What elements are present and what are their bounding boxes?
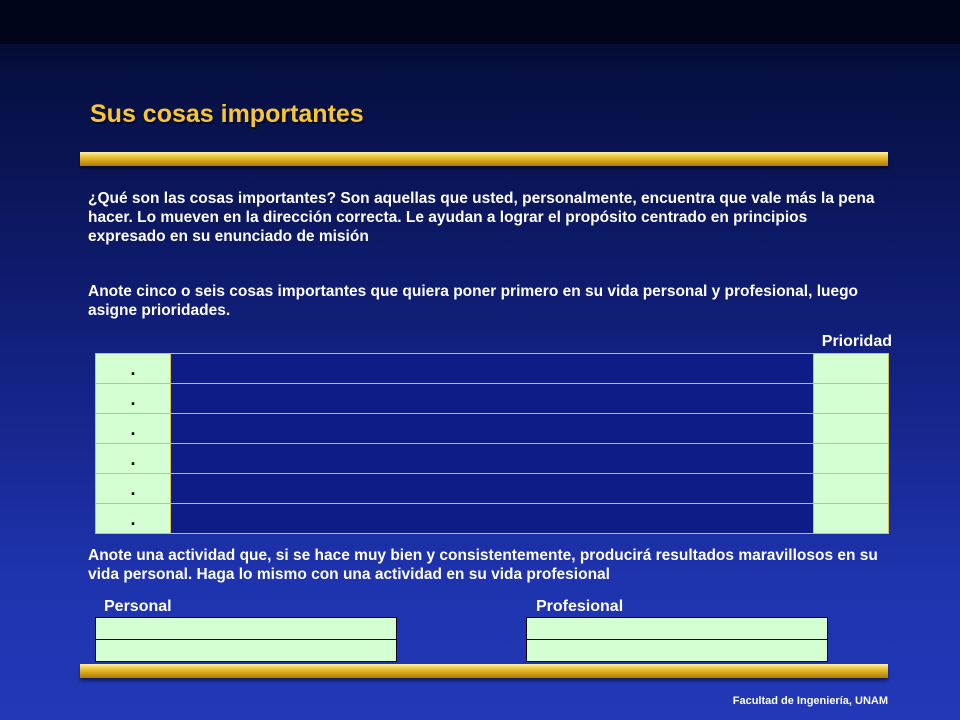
item-cell[interactable]	[171, 504, 814, 534]
footer-credit: Facultad de Ingeniería, UNAM	[732, 695, 888, 707]
intro-paragraph: ¿Qué son las cosas importantes? Son aquellas que usted, personalmente, encuentra que vale más la pena hacer. Lo mueven en la dirección correcta. Le ayudan a lograr el propósito centrado en principios expresado en su enunciado de misión	[88, 190, 875, 245]
priority-cell[interactable]	[814, 414, 889, 444]
priority-cell[interactable]	[814, 384, 889, 414]
item-cell[interactable]	[171, 354, 814, 384]
row-marker: .	[96, 444, 171, 474]
priority-table	[95, 353, 889, 534]
priority-row	[96, 474, 889, 504]
row-marker: .	[96, 384, 171, 414]
row-marker: .	[96, 414, 171, 444]
priority-cell[interactable]	[814, 444, 889, 474]
personal-activity-table	[95, 617, 397, 662]
row-marker: .	[96, 474, 171, 504]
personal-label: Personal	[104, 598, 172, 615]
priority-row	[96, 444, 889, 474]
priority-cell[interactable]	[814, 504, 889, 534]
professional-activity-table	[526, 617, 828, 662]
personal-activity-cell[interactable]	[96, 640, 397, 662]
personal-activity-cell[interactable]	[96, 618, 397, 640]
priority-row	[96, 504, 889, 534]
priority-cell[interactable]	[814, 474, 889, 504]
instruction-paragraph: Anote cinco o seis cosas importantes que quiera poner primero en su vida personal y profesional, luego asigne prioridades.	[88, 283, 859, 319]
top-accent-bar	[80, 152, 888, 166]
priority-row	[96, 354, 889, 384]
row-marker: .	[96, 354, 171, 384]
row-marker: .	[96, 504, 171, 534]
activity-paragraph: Anote una actividad que, si se hace muy bien y consistentemente, producirá resultados maravillosos en su vida personal. Haga lo mismo con una actividad en su vida profesional	[88, 547, 878, 583]
item-cell[interactable]	[171, 414, 814, 444]
item-cell[interactable]	[171, 444, 814, 474]
item-cell[interactable]	[171, 384, 814, 414]
slide-title: Sus cosas importantes	[90, 100, 364, 128]
professional-label: Profesional	[536, 598, 624, 615]
bottom-accent-bar	[80, 664, 888, 678]
professional-activity-cell[interactable]	[527, 640, 828, 662]
professional-activity-cell[interactable]	[527, 618, 828, 640]
priority-cell[interactable]	[814, 354, 889, 384]
item-cell[interactable]	[171, 474, 814, 504]
priority-row	[96, 414, 889, 444]
priority-row	[96, 384, 889, 414]
priority-header: Prioridad	[821, 333, 892, 350]
top-dark-strip	[0, 0, 960, 44]
